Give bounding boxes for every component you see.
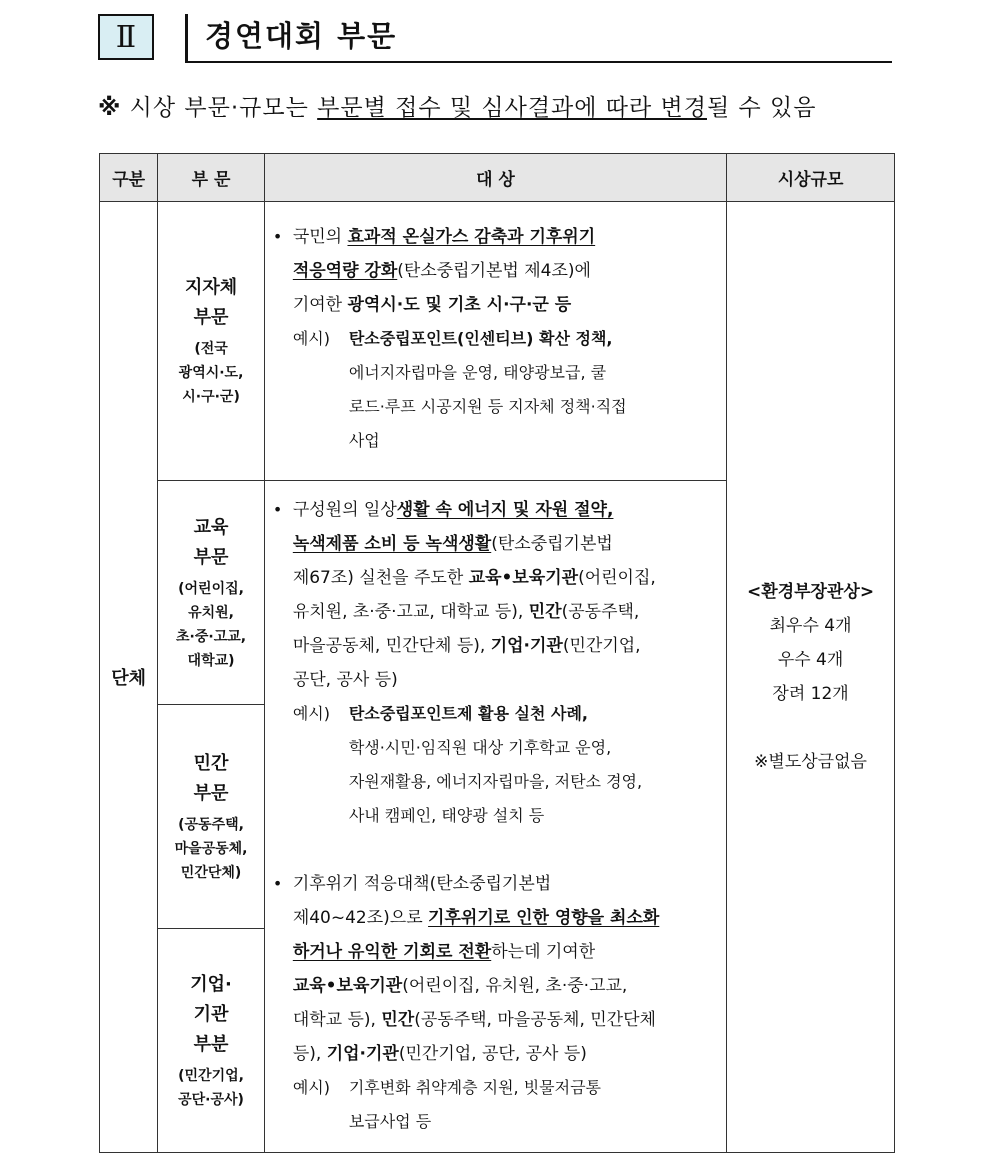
example-block [293,1071,716,1139]
category-name: 기관 [193,1003,229,1025]
target-emphasis: 녹색제품 소비 등 녹색생활 [292,534,492,554]
example-text: 사내 캠페인, 태양광 설치 등 [348,806,545,825]
header-prize: 시상규모 [727,154,895,202]
example-text: 사업 [348,431,380,450]
target-local-gov [264,202,726,481]
note-text-end: 될 수 있음 [706,95,817,121]
prize-line: 장려 12개 [772,684,849,704]
target-text: 유치원, 초·중·고교, 대학교 등), [292,602,529,622]
example-text: 보급사업 등 [348,1112,432,1131]
target-emphasis: 교육•보육기관 [292,976,403,996]
section-divider [185,14,188,62]
target-text: 하는데 기여한 [491,942,596,962]
target-emphasis: 기업·기관 [490,636,563,656]
category-local-gov [158,202,265,481]
target-emphasis: 하거나 유익한 기회로 전환 [292,942,492,962]
category-name: 부분 [193,1033,229,1055]
target-education-private-corp [264,481,726,1153]
header-category: 부 문 [158,154,265,202]
category-name: 지자체 [184,277,238,298]
example-text: 탄소중립포인트(인센티브) 확산 정책, [348,329,613,348]
category-sub: 민간단체) [180,864,242,881]
target-text: 국민의 [292,227,348,247]
target-text: 구성원의 일상 [292,500,397,520]
prize-note: ※별도상금없음 [754,752,867,772]
target-emphasis: 민간 [381,1010,415,1030]
category-education [158,481,265,705]
section-underline [185,61,892,63]
category-sub: (어린이집, [178,580,244,597]
category-sub: (공동주택, [178,816,244,833]
contest-table [99,153,895,1153]
section-number: Ⅱ [115,19,137,55]
example-text: 에너지자립마을 운영, 태양광보급, 쿨 [348,363,607,382]
category-name: 부문 [193,546,229,568]
note-mark: ※ [98,95,122,121]
header-gubun: 구분 [100,154,158,202]
prize-line: 우수 4개 [777,650,844,670]
category-name: 부문 [193,307,229,328]
example-text: 로드·루프 시공지원 등 지자체 정책·직접 [348,397,627,416]
category-sub: (민간기업, [178,1067,244,1084]
target-text: 기여한 [292,295,348,315]
note-underlined-text: 부문별 접수 및 심사결과에 따라 변경 [317,95,707,121]
group-cell: 단체 [100,202,158,1153]
target-text: (민간기업, 공단, 공사 등) [398,1044,587,1064]
target-text: (공동주택, 마을공동체, 민간단체 [414,1010,656,1030]
example-text: 학생·시민·임직원 대상 기후학교 운영, [348,738,612,757]
target-text: 공단, 공사 등) [292,670,398,690]
bullet-icon: • [272,500,283,519]
target-text: (공동주택, [561,602,640,622]
prize-line: 최우수 4개 [769,616,852,636]
category-sub: 초·중·고교, [176,628,247,645]
target-text: (탄소중립기본법 제4조)에 [397,261,591,281]
category-name: 기업· [190,973,232,995]
category-name: 민간 [193,752,229,774]
category-name: 부문 [193,782,229,804]
category-sub: 시·구·군) [182,389,240,405]
category-corporate [158,929,265,1153]
category-sub: 유치원, [188,604,234,621]
category-name: 교육 [193,516,229,538]
target-emphasis: 광역시·도 및 기초 시·구·군 등 [347,295,572,315]
target-emphasis: 생활 속 에너지 및 자원 절약, [396,500,614,520]
target-text: 기후위기 적응대책(탄소중립기본법 [292,874,552,894]
section-title: 경연대회 부문 [205,19,398,53]
category-sub: 광역시·도, [178,365,244,381]
target-text: (민간기업, [562,636,641,656]
target-text: 등), [292,1044,327,1064]
example-label: 예시) [292,329,330,348]
prize-cell [727,202,895,1153]
target-emphasis: 민간 [528,602,562,622]
note-text: 시상 부문·규모는 [121,95,318,121]
target-text: 제67조) 실천을 주도한 [292,568,469,588]
target-text: (어린이집, [578,568,656,588]
target-text: 마을공동체, 민간단체 등), [292,636,491,656]
category-sub: 마을공동체, [174,840,248,857]
example-text: 탄소중립포인트제 활용 실천 사례, [348,704,588,723]
target-emphasis: 기후위기로 인한 영향을 최소화 [428,908,660,928]
target-text: (탄소중립기본법 [491,534,613,554]
target-emphasis: 기업·기관 [326,1044,399,1064]
example-label: 예시) [292,1078,330,1097]
target-emphasis: 적응역량 강화 [292,261,398,281]
example-label: 예시) [292,704,330,723]
target-emphasis: 교육•보육기관 [468,568,579,588]
category-private [158,705,265,929]
table-header-row [100,154,895,202]
bullet-icon: • [272,874,283,893]
example-text: 자원재활용, 에너지자립마을, 저탄소 경영, [348,772,643,791]
table-row [100,202,895,481]
example-text: 기후변화 취약계층 지원, 빗물저금통 [348,1078,601,1097]
example-block [293,322,716,458]
target-text: 대학교 등), [292,1010,382,1030]
example-block [293,697,716,833]
target-text: 제40~42조)으로 [292,908,429,928]
bullet-icon: • [272,227,283,246]
header-target: 대 상 [264,154,726,202]
target-text: (어린이집, 유치원, 초·중·고교, [402,976,628,996]
category-sub: 공단·공사) [178,1091,244,1108]
section-number-box [98,14,154,60]
note-line [98,88,816,128]
category-sub: (전국 [194,341,228,357]
target-emphasis: 효과적 온실가스 감축과 기후위기 [347,227,596,247]
prize-title: <환경부장관상> [747,582,875,602]
category-sub: 대학교) [187,652,235,669]
